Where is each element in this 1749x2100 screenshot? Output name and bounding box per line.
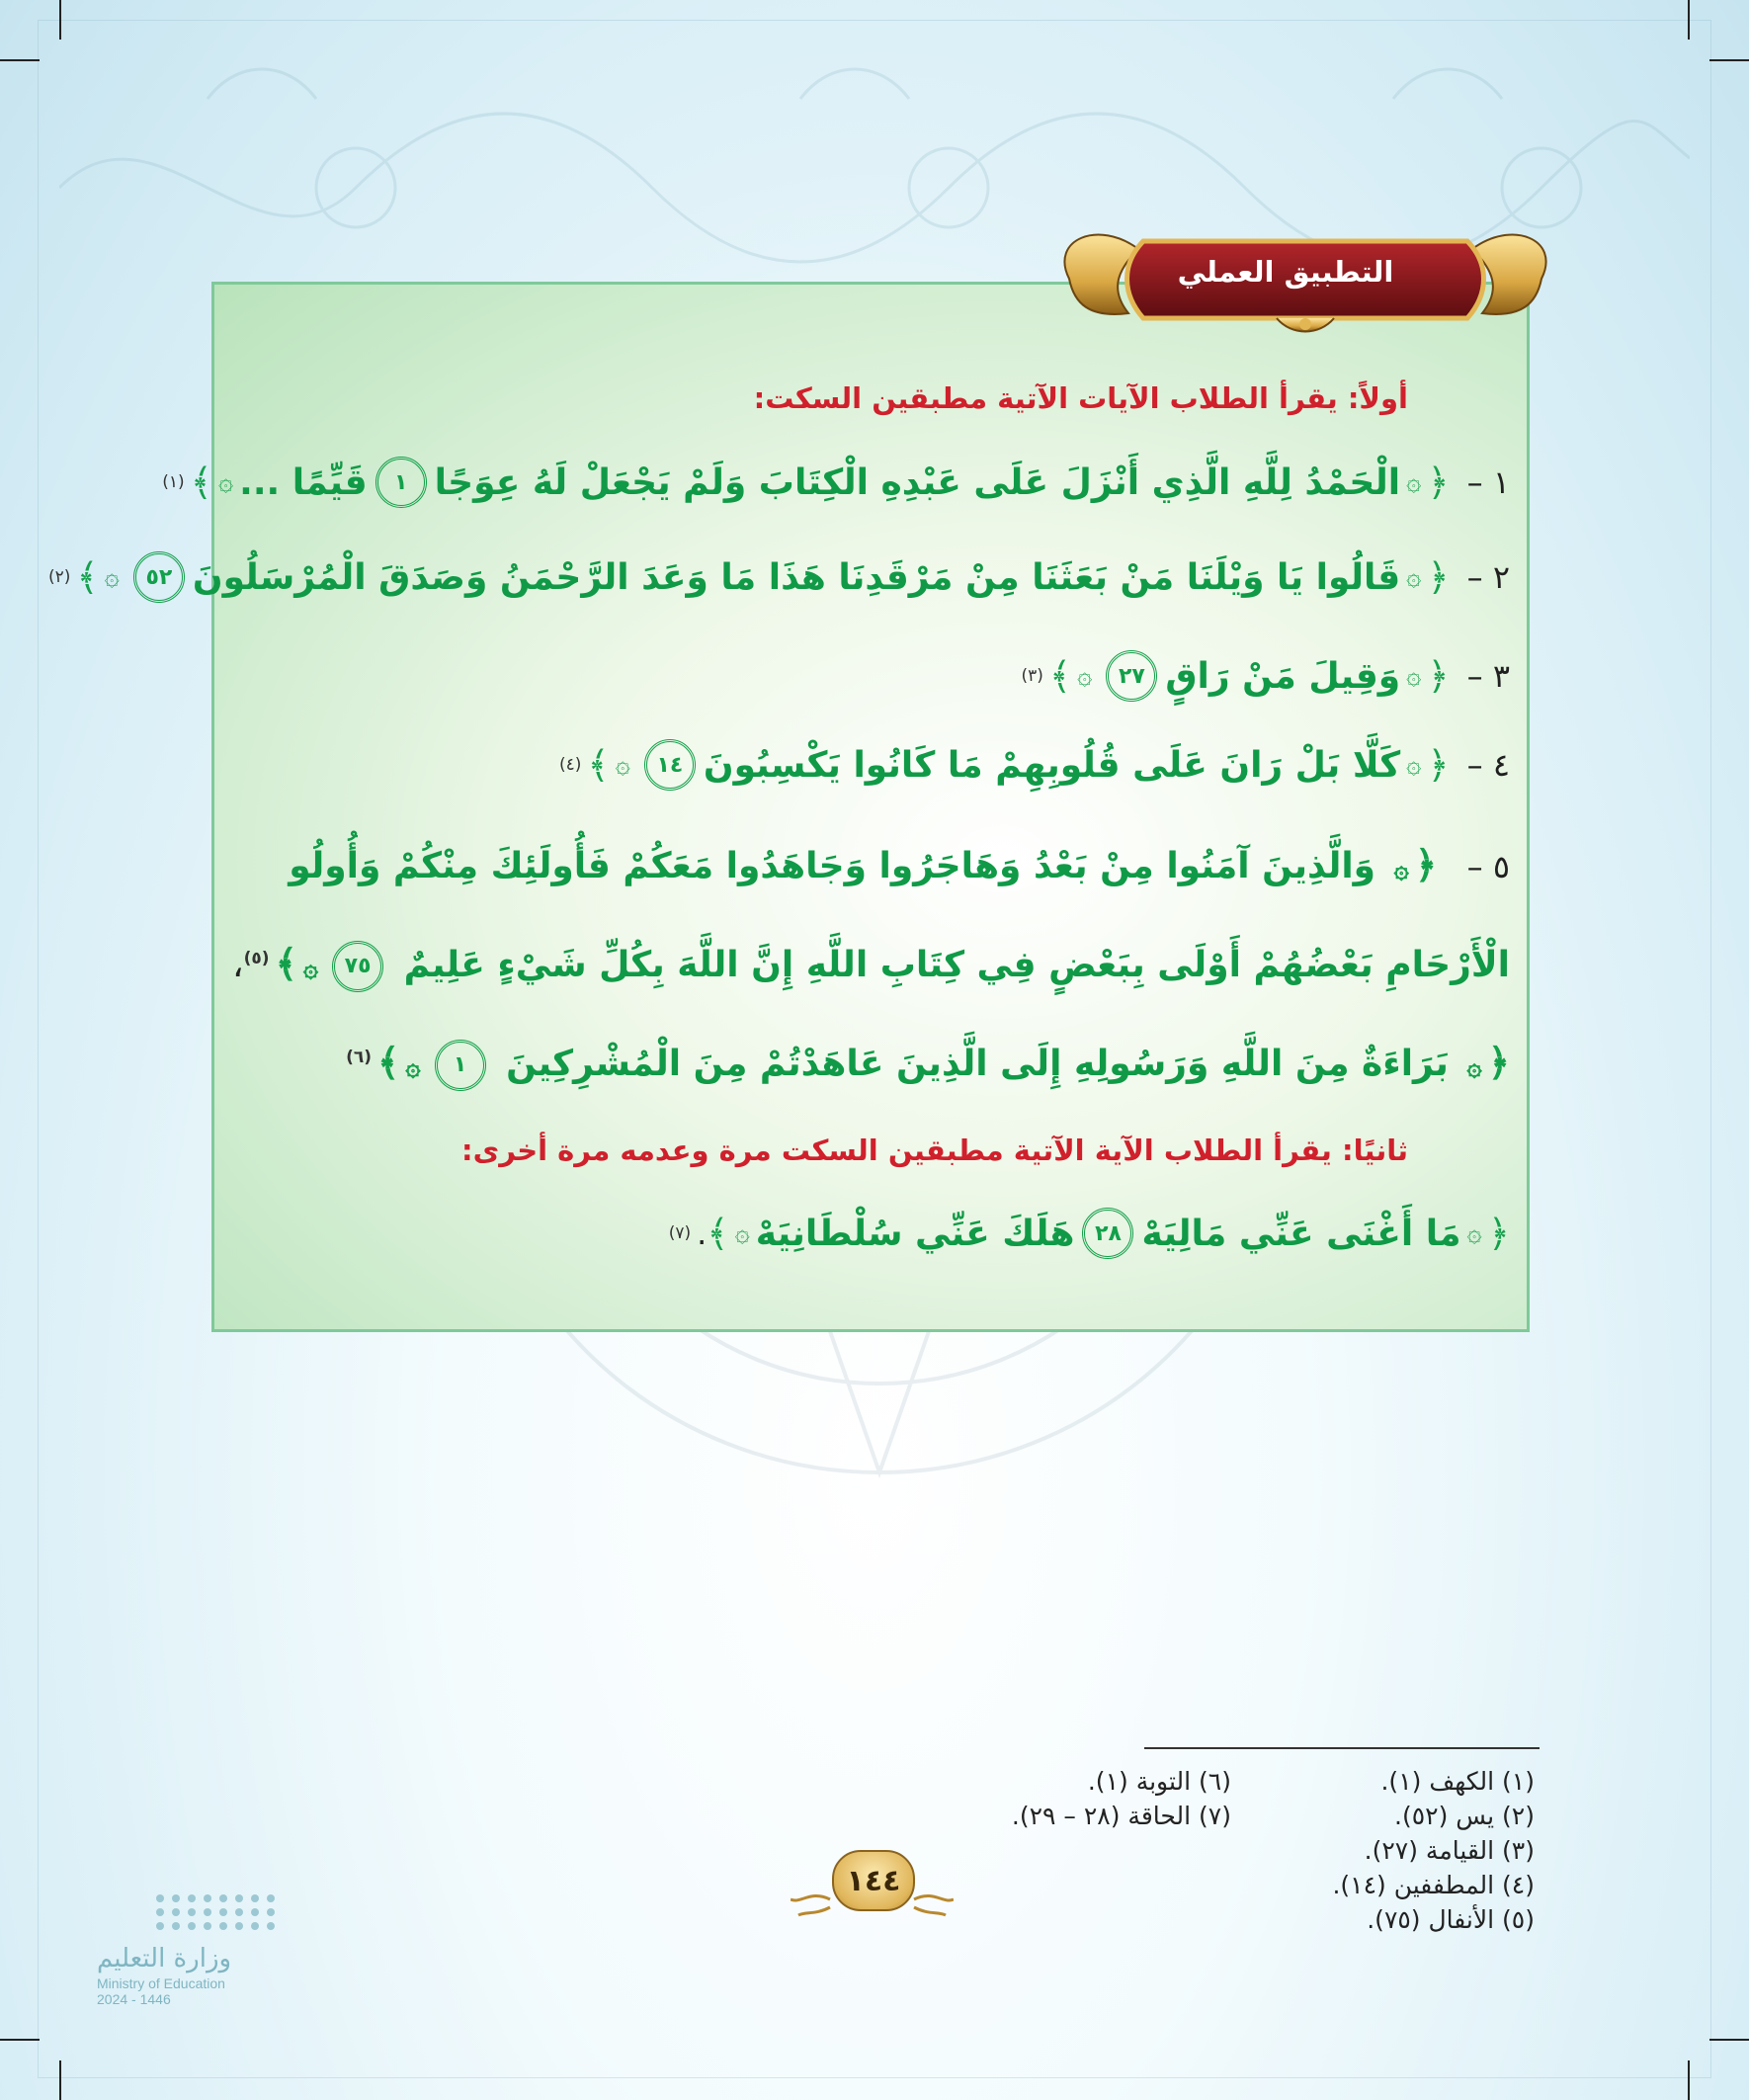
flower-icon: ۞ xyxy=(1406,750,1422,780)
page-number: ١٤٤ xyxy=(832,1850,915,1911)
footnote-ref: (٢) xyxy=(47,567,71,587)
footnote-ref: (١) xyxy=(162,472,185,492)
ayah-number-marker: ١ xyxy=(375,457,427,508)
ayah-number-marker: ١٤ xyxy=(644,739,696,791)
footnote-7: (٧) الحاقة (٢٨ – ٢٩). xyxy=(1011,1802,1231,1830)
footnote-2: (٢) يس (٥٢). xyxy=(1394,1802,1535,1830)
verse-text: هَلَكَ عَنِّي سُلْطَانِيَهْ xyxy=(755,1213,1075,1254)
ministry-logo-icon xyxy=(166,1894,275,1930)
item-number: ١ – xyxy=(1466,463,1510,501)
flower-icon: ۞ xyxy=(104,562,120,592)
ministry-year: 2024 - 1446 xyxy=(97,1991,171,2007)
quran-bracket-open: ﴿ xyxy=(1487,1041,1510,1084)
crop-mark xyxy=(1709,59,1749,61)
item-number: ٣ – xyxy=(1466,657,1510,695)
crop-mark xyxy=(0,59,40,61)
flower-icon: ۞ xyxy=(302,954,319,983)
ministry-logo xyxy=(97,1894,275,2007)
footnote-5: (٥) الأنفال (٧٥). xyxy=(1367,1905,1535,1934)
verse-text: كَلَّا بَلْ رَانَ عَلَى قُلُوبِهِمْ مَا كَانُوا يَكْسِبُونَ xyxy=(703,744,1401,786)
section-two-heading: ثانيًا: يقرأ الطلاب الآية الآتية مطبقين السكت مرة وعدمه مرة أخرى: xyxy=(461,1134,1408,1167)
footnote-3: (٣) القيامة (٢٧). xyxy=(1364,1836,1535,1865)
crop-mark xyxy=(1688,0,1690,40)
verse-text: وَالَّذِينَ آمَنُوا مِنْ بَعْدُ وَهَاجَرُوا وَجَاهَدُوا مَعَكُمْ فَأُولَئِكَ مِنْكُمْ وَأُولُو الْأَرْحَامِ بَعْضُهُمْ أَوْلَى بِبَعْضٍ فِي كِتَابِ اللَّهِ إِنَّ اللَّهَ بِكُلِّ شَيْءٍ عَلِيمٌ xyxy=(289,846,1510,985)
verse-item-3 xyxy=(1021,650,1510,702)
flower-icon: ۞ xyxy=(1466,1218,1482,1248)
verse-item-4 xyxy=(559,739,1510,791)
flower-icon: ۞ xyxy=(1406,661,1422,691)
verse-item-1 xyxy=(162,457,1510,508)
flower-icon: ۞ xyxy=(1077,661,1093,691)
footnote-ref: (٦) xyxy=(346,1048,373,1067)
footnote-ref: (٣) xyxy=(1021,666,1043,686)
crop-mark xyxy=(0,2039,40,2041)
ministry-name-ar: وزارة التعليم xyxy=(97,1944,232,1974)
item-number: ٥ – xyxy=(1466,848,1510,885)
item-number: ٢ – xyxy=(1466,558,1510,596)
footnote-ref: (٧) xyxy=(668,1223,692,1243)
end-mark: . xyxy=(697,1215,708,1252)
footnote-ref: (٥) xyxy=(243,949,270,968)
flower-icon: ۞ xyxy=(1406,467,1422,497)
ministry-name-en: Ministry of Education xyxy=(97,1975,225,1991)
quran-bracket-open: ﴿ xyxy=(1427,654,1450,698)
quran-bracket-open: ﴿ xyxy=(1487,1212,1510,1255)
flower-icon: ۞ xyxy=(1406,562,1422,592)
quran-bracket-open: ﴿ xyxy=(1427,555,1450,599)
crop-mark xyxy=(1709,2039,1749,2041)
ayah-number-marker: ٢٨ xyxy=(1082,1208,1133,1259)
flower-icon: ۞ xyxy=(1393,855,1409,884)
flower-icon: ۞ xyxy=(615,750,630,780)
quran-bracket-close: ﴾ xyxy=(587,743,610,787)
banner-title: التطبيق العملي xyxy=(1177,255,1394,289)
quran-bracket-close: ﴾ xyxy=(707,1212,729,1255)
quran-bracket-open: ﴿ xyxy=(1427,743,1450,787)
verse-text: مَا أَغْنَى عَنِّي مَالِيَهْ xyxy=(1141,1213,1461,1254)
ayah-number-marker: ٧٥ xyxy=(332,941,383,992)
flower-icon: ۞ xyxy=(217,467,234,497)
flower-icon: ۞ xyxy=(734,1218,750,1248)
quran-bracket-open: ﴿ xyxy=(1414,843,1438,886)
ayah-number-marker: ١ xyxy=(435,1040,486,1091)
quran-bracket-close: ﴾ xyxy=(1048,654,1072,698)
verse-item-2 xyxy=(48,551,1510,603)
item-number: ٤ – xyxy=(1466,746,1510,784)
footnote-1: (١) الكهف (١). xyxy=(1380,1767,1535,1796)
verse-section-two xyxy=(669,1208,1510,1259)
quran-bracket-close: ﴾ xyxy=(275,942,297,985)
verse-text: وَقِيلَ مَنْ رَاقٍ xyxy=(1165,655,1401,697)
flower-icon: ۞ xyxy=(405,1052,421,1082)
quran-bracket-close: ﴾ xyxy=(190,461,212,504)
quran-bracket-close: ﴾ xyxy=(377,1041,400,1084)
ayah-number-marker: ٥٢ xyxy=(133,551,185,603)
separator: ، xyxy=(232,945,244,985)
footnote-6: (٦) التوبة (١). xyxy=(1087,1767,1231,1796)
verse-tail: قَيِّمًا ... xyxy=(239,462,368,503)
verse-text: قَالُوا يَا وَيْلَنَا مَنْ بَعَثَنَا مِنْ مَرْقَدِنَا هَذَا مَا وَعَدَ الرَّحْمَنُ وَصَدَقَ الْمُرْسَلُونَ xyxy=(192,556,1401,598)
section-one-heading: أولاً: يقرأ الطلاب الآيات الآتية مطبقين السكت: xyxy=(753,381,1408,415)
verse-text: الْحَمْدُ لِلَّهِ الَّذِي أَنْزَلَ عَلَى عَبْدِهِ الْكِتَابَ وَلَمْ يَجْعَلْ لَهُ عِوَجًا xyxy=(434,462,1401,503)
footnote-ref: (٤) xyxy=(558,755,582,775)
exercise-card xyxy=(211,282,1530,1332)
footnote-4: (٤) المطففين (١٤). xyxy=(1332,1871,1535,1899)
verse-text: بَرَاءَةٌ مِنَ اللَّهِ وَرَسُولِهِ إِلَى الَّذِينَ عَاهَدْتُمْ مِنَ الْمُشْرِكِينَ xyxy=(506,1044,1449,1084)
quran-bracket-open: ﴿ xyxy=(1427,461,1450,504)
flower-icon: ۞ xyxy=(1466,1052,1482,1082)
crop-mark xyxy=(1688,2060,1690,2100)
crop-mark xyxy=(59,2060,61,2100)
footnote-rule xyxy=(1144,1747,1540,1749)
crop-mark xyxy=(59,0,61,40)
verse-item-5 xyxy=(206,820,1510,1112)
quran-bracket-close: ﴾ xyxy=(76,555,99,599)
ayah-number-marker: ٢٧ xyxy=(1106,650,1157,702)
